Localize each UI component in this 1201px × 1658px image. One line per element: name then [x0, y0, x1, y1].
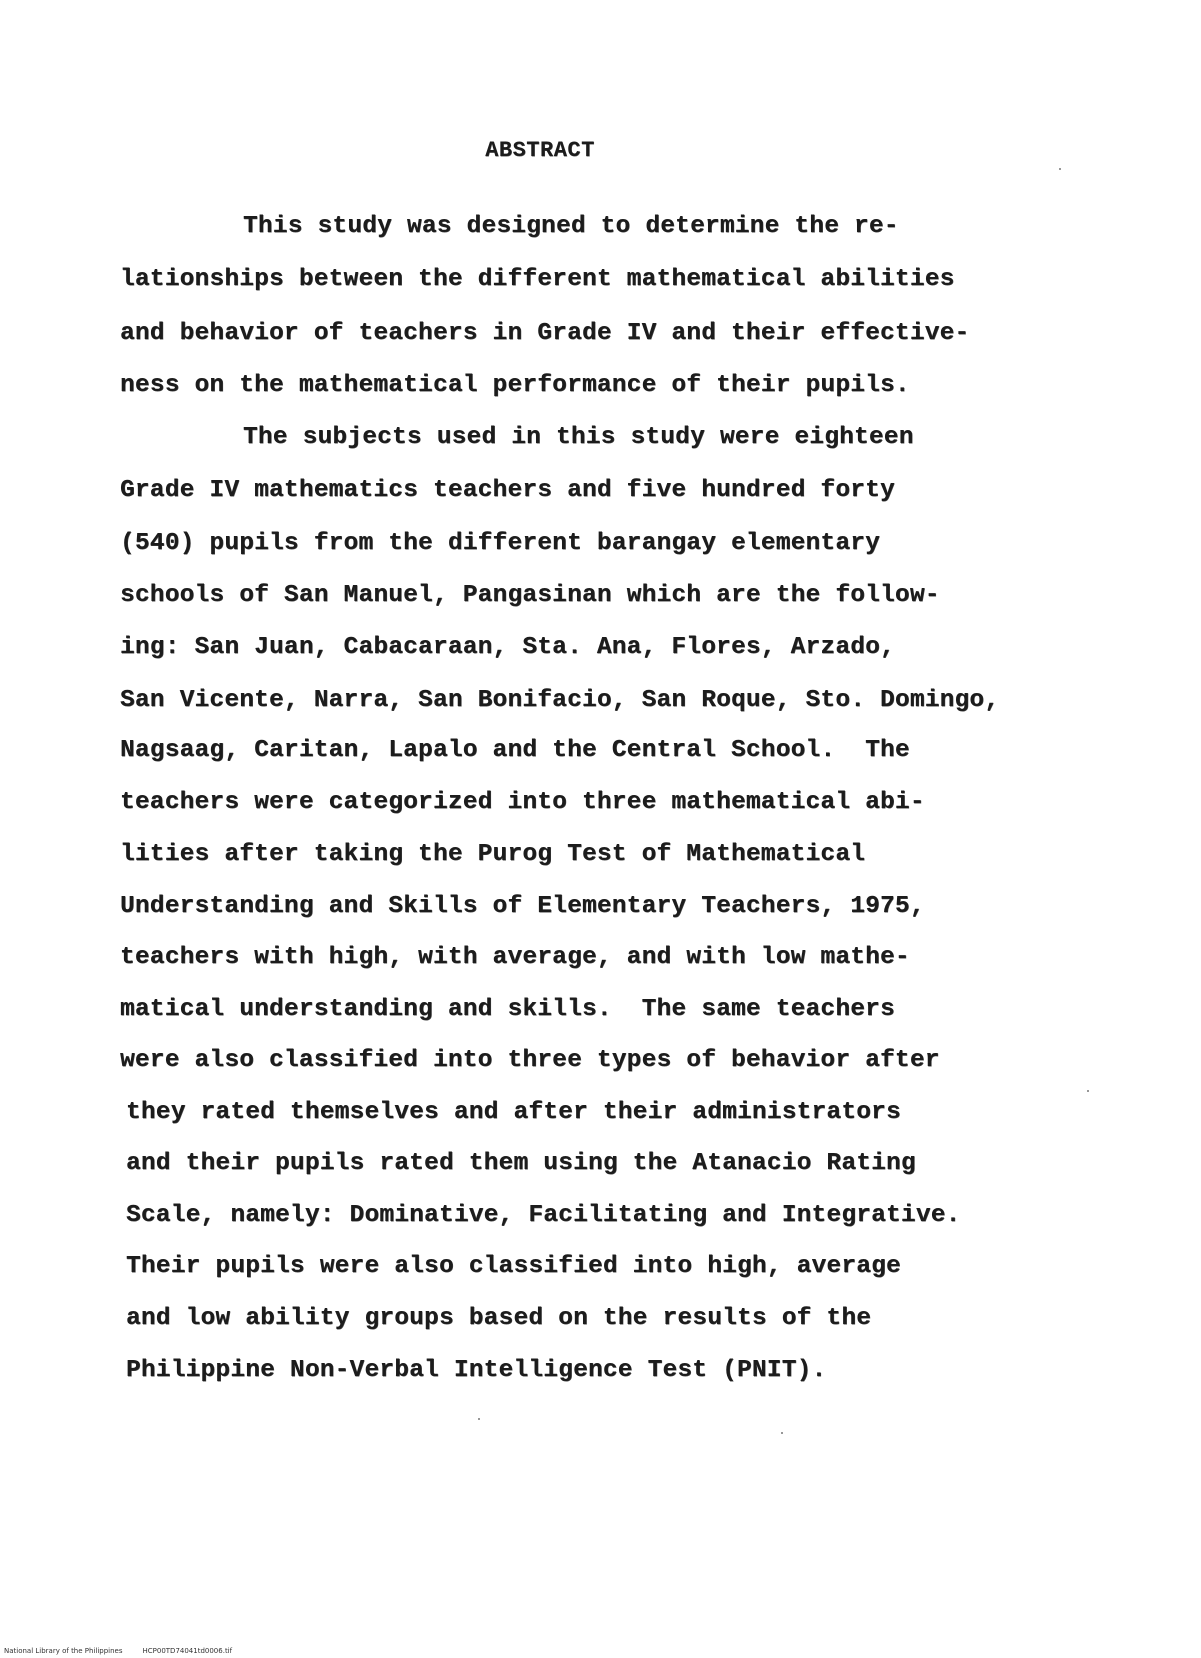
text-line: Their pupils were also classified into high, average: [126, 1253, 901, 1280]
text-line: schools of San Manuel, Pangasinan which are the follow-: [120, 582, 940, 609]
text-line: San Vicente, Narra, San Bonifacio, San Roque, Sto. Domingo,: [120, 687, 1000, 714]
scan-footer: [4, 1647, 252, 1655]
text-line: Grade IV mathematics teachers and five hundred forty: [120, 477, 895, 504]
text-line: Understanding and Skills of Elementary Teachers, 1975,: [120, 893, 925, 920]
scan-speck: [478, 1418, 480, 1420]
text-line: teachers were categorized into three mathematical abi-: [120, 789, 925, 816]
text-line: lities after taking the Purog Test of Mathematical: [120, 841, 866, 868]
scan-speck: [781, 1432, 783, 1434]
text-line: they rated themselves and after their administrators: [126, 1099, 901, 1126]
text-line: ness on the mathematical performance of their pupils.: [120, 372, 910, 399]
scan-speck: [1087, 1090, 1089, 1092]
text-line: were also classified into three types of behavior after: [120, 1047, 940, 1074]
library-credit: National Library of the Philippines: [4, 1647, 123, 1655]
text-line: lationships between the different mathematical abilities: [120, 266, 955, 293]
text-line: The subjects used in this study were eighteen: [243, 424, 914, 451]
file-id: HCP00TD74041td0006.tif: [142, 1647, 233, 1655]
text-line: This study was designed to determine the re-: [243, 213, 899, 240]
text-line: teachers with high, with average, and with low mathe-: [120, 944, 910, 971]
text-line: Scale, namely: Dominative, Facilitating and Integrative.: [126, 1202, 961, 1229]
scan-speck: [1059, 168, 1061, 170]
text-line: Philippine Non-Verbal Intelligence Test (PNIT).: [126, 1357, 827, 1384]
text-line: Nagsaag, Caritan, Lapalo and the Central School. The: [120, 737, 910, 764]
text-line: and behavior of teachers in Grade IV and their effective-: [120, 320, 970, 347]
text-line: and low ability groups based on the results of the: [126, 1305, 872, 1332]
text-line: (540) pupils from the different barangay elementary: [120, 530, 881, 557]
text-line: matical understanding and skills. The same teachers: [120, 996, 895, 1023]
text-line: ing: San Juan, Cabacaraan, Sta. Ana, Flores, Arzado,: [120, 634, 895, 661]
text-line: and their pupils rated them using the Atanacio Rating: [126, 1150, 916, 1177]
page-title: ABSTRACT: [485, 138, 595, 163]
